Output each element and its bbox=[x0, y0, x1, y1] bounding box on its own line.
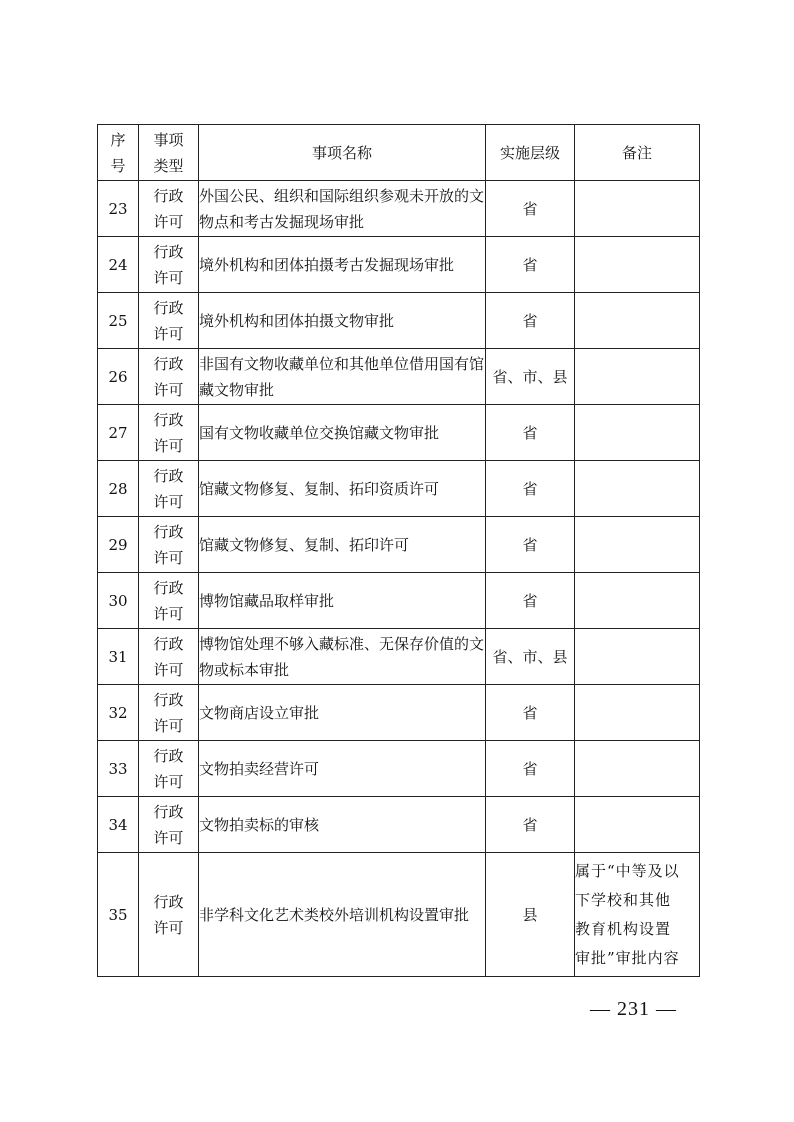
header-level: 实施层级 bbox=[486, 125, 575, 181]
row-type: 行政 许可 bbox=[139, 853, 199, 977]
row-type: 行政 许可 bbox=[139, 797, 199, 853]
row-number: 29 bbox=[98, 517, 139, 573]
header-name: 事项名称 bbox=[199, 125, 486, 181]
row-level: 省、市、县 bbox=[486, 629, 575, 685]
row-note bbox=[575, 181, 700, 237]
row-type: 行政 许可 bbox=[139, 181, 199, 237]
row-name: 国有文物收藏单位交换馆藏文物审批 bbox=[199, 405, 486, 461]
header-note: 备注 bbox=[575, 125, 700, 181]
table-row bbox=[98, 237, 700, 293]
row-note bbox=[575, 405, 700, 461]
row-number: 26 bbox=[98, 349, 139, 405]
table-row bbox=[98, 517, 700, 573]
row-number: 24 bbox=[98, 237, 139, 293]
row-type: 行政 许可 bbox=[139, 293, 199, 349]
table-row bbox=[98, 741, 700, 797]
header-type: 事项 类型 bbox=[139, 125, 199, 181]
row-name: 文物商店设立审批 bbox=[199, 685, 486, 741]
row-level: 省 bbox=[486, 237, 575, 293]
row-level: 省 bbox=[486, 293, 575, 349]
table-row bbox=[98, 797, 700, 853]
row-number: 23 bbox=[98, 181, 139, 237]
row-note bbox=[575, 629, 700, 685]
row-type: 行政 许可 bbox=[139, 237, 199, 293]
row-name: 境外机构和团体拍摄文物审批 bbox=[199, 293, 486, 349]
row-note bbox=[575, 573, 700, 629]
row-number: 25 bbox=[98, 293, 139, 349]
row-number: 34 bbox=[98, 797, 139, 853]
table-row bbox=[98, 181, 700, 237]
row-note bbox=[575, 293, 700, 349]
row-level: 省 bbox=[486, 573, 575, 629]
row-number: 27 bbox=[98, 405, 139, 461]
row-note bbox=[575, 517, 700, 573]
row-level: 省 bbox=[486, 461, 575, 517]
row-note bbox=[575, 685, 700, 741]
row-note bbox=[575, 461, 700, 517]
row-level: 省、市、县 bbox=[486, 349, 575, 405]
row-level: 省 bbox=[486, 797, 575, 853]
table-row bbox=[98, 685, 700, 741]
row-type: 行政 许可 bbox=[139, 573, 199, 629]
row-name: 外国公民、组织和国际组织参观未开放的文物点和考古发掘现场审批 bbox=[199, 181, 486, 237]
row-name: 博物馆处理不够入藏标准、无保存价值的文物或标本审批 bbox=[199, 629, 486, 685]
row-level: 省 bbox=[486, 685, 575, 741]
row-level: 省 bbox=[486, 517, 575, 573]
table-row bbox=[98, 853, 700, 977]
row-level: 省 bbox=[486, 181, 575, 237]
row-number: 33 bbox=[98, 741, 139, 797]
row-type: 行政 许可 bbox=[139, 517, 199, 573]
row-name: 非国有文物收藏单位和其他单位借用国有馆藏文物审批 bbox=[199, 349, 486, 405]
row-note bbox=[575, 349, 700, 405]
row-type: 行政 许可 bbox=[139, 461, 199, 517]
row-type: 行政 许可 bbox=[139, 685, 199, 741]
row-type: 行政 许可 bbox=[139, 629, 199, 685]
row-note bbox=[575, 237, 700, 293]
row-type: 行政 许可 bbox=[139, 741, 199, 797]
table-row bbox=[98, 405, 700, 461]
row-level: 省 bbox=[486, 741, 575, 797]
matters-table bbox=[97, 124, 700, 977]
row-name: 博物馆藏品取样审批 bbox=[199, 573, 486, 629]
row-note bbox=[575, 797, 700, 853]
row-note bbox=[575, 741, 700, 797]
page-number: — 231 — bbox=[590, 998, 677, 1020]
table-row bbox=[98, 349, 700, 405]
row-type: 行政 许可 bbox=[139, 405, 199, 461]
row-level: 省 bbox=[486, 405, 575, 461]
row-name: 非学科文化艺术类校外培训机构设置审批 bbox=[199, 853, 486, 977]
row-level: 县 bbox=[486, 853, 575, 977]
row-name: 馆藏文物修复、复制、拓印许可 bbox=[199, 517, 486, 573]
row-number: 35 bbox=[98, 853, 139, 977]
row-name: 文物拍卖标的审核 bbox=[199, 797, 486, 853]
row-type: 行政 许可 bbox=[139, 349, 199, 405]
row-name: 境外机构和团体拍摄考古发掘现场审批 bbox=[199, 237, 486, 293]
row-number: 28 bbox=[98, 461, 139, 517]
row-number: 30 bbox=[98, 573, 139, 629]
row-number: 31 bbox=[98, 629, 139, 685]
row-name: 文物拍卖经营许可 bbox=[199, 741, 486, 797]
table-row bbox=[98, 573, 700, 629]
row-note: 属于“中等及以 下学校和其他 教育机构设置 审批”审批内容 bbox=[575, 853, 700, 977]
row-number: 32 bbox=[98, 685, 139, 741]
row-name: 馆藏文物修复、复制、拓印资质许可 bbox=[199, 461, 486, 517]
table-row bbox=[98, 629, 700, 685]
header-row bbox=[98, 125, 700, 181]
table-row bbox=[98, 293, 700, 349]
header-seq: 序 号 bbox=[98, 125, 139, 181]
table-row bbox=[98, 461, 700, 517]
